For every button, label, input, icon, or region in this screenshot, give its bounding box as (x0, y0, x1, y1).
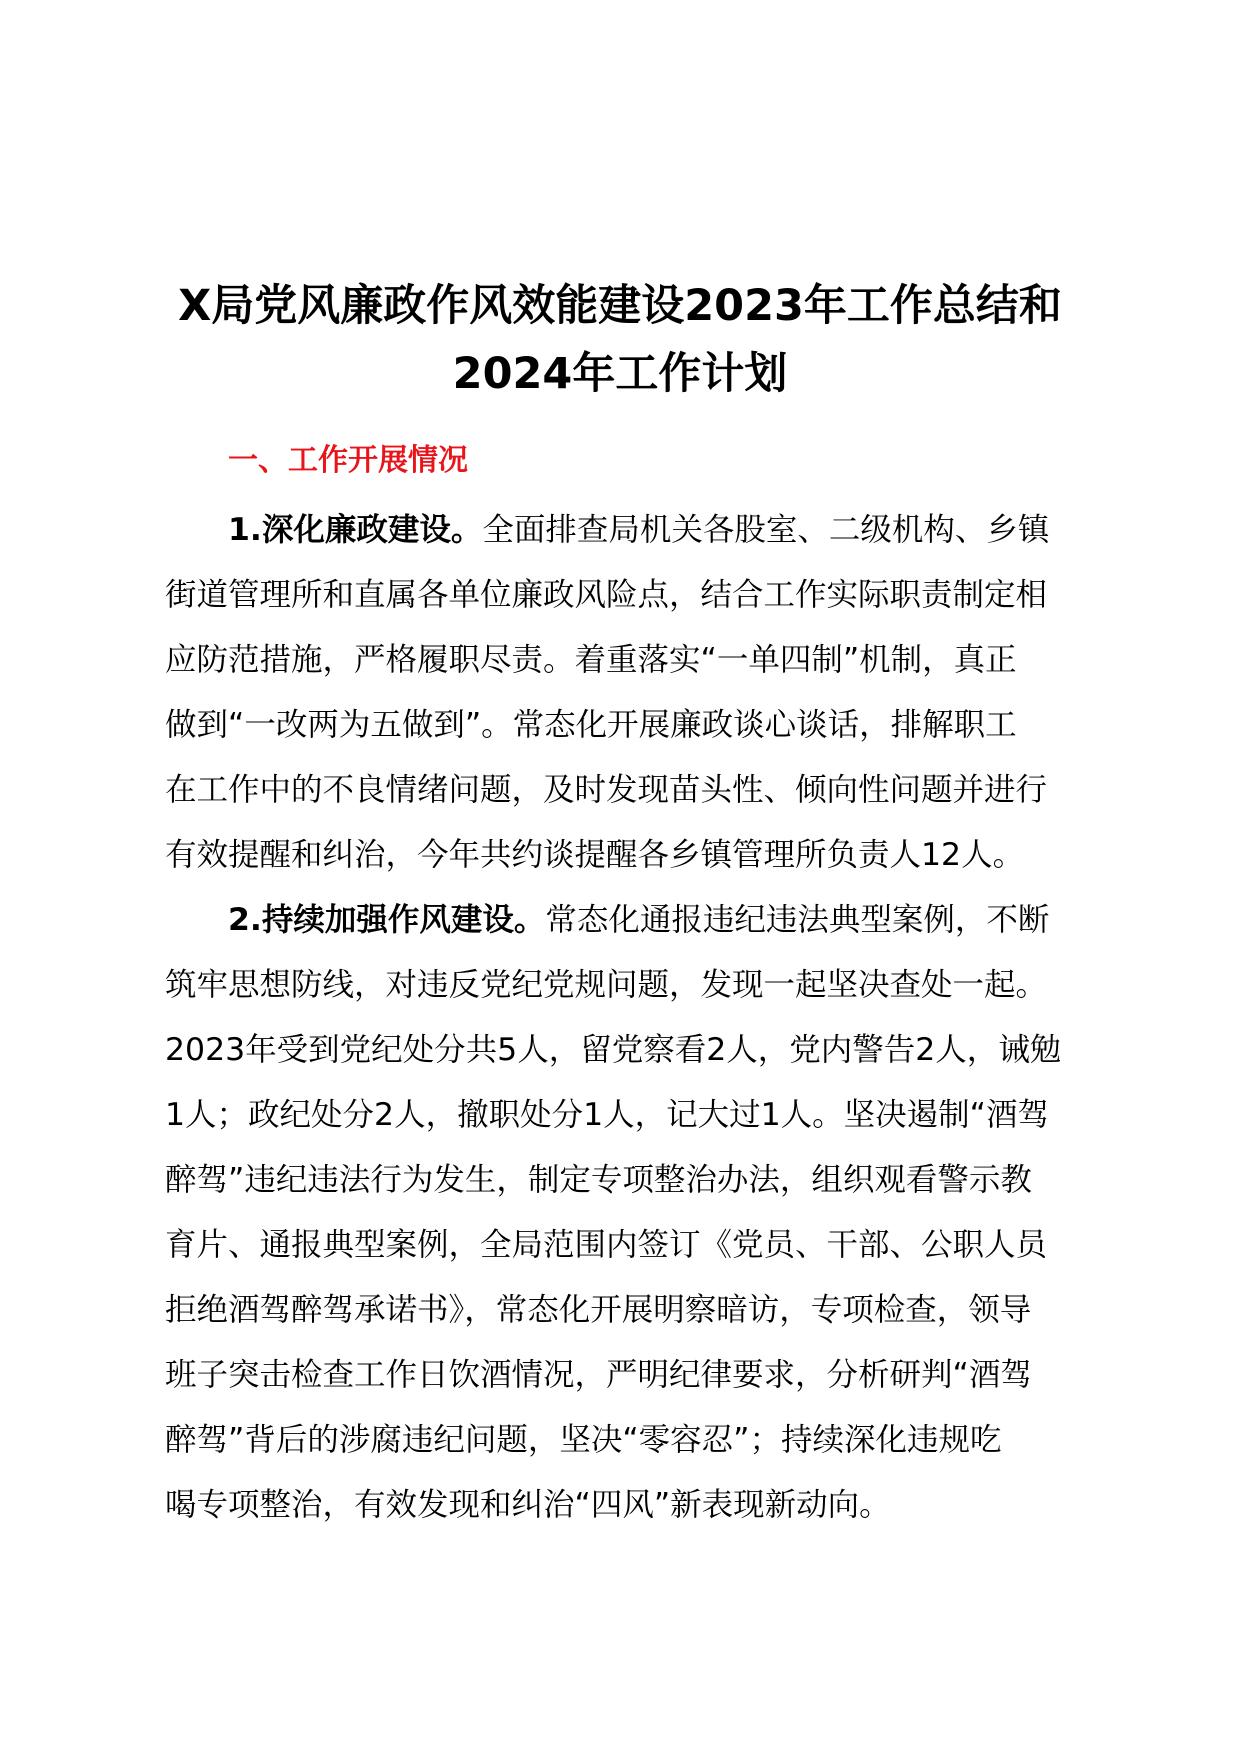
paragraph-line: 2023年受到党纪处分共5人，留党察看2人，党内警告2人，诫勉 (165, 1032, 1062, 1068)
paragraph-line: 街道管理所和直属各单位廉政风险点，结合工作实际职责制定相 (165, 577, 1048, 613)
paragraph-line: 筑牢思想防线，对违反党纪党规问题，发现一起坚决查处一起。 (165, 967, 1048, 1003)
paragraph-line: 在工作中的不良情绪问题，及时发现苗头性、倾向性问题并进行 (165, 772, 1048, 808)
paragraph-line: 醉驾”违纪违法行为发生，制定专项整治办法，组织观看警示教 (165, 1162, 1032, 1198)
paragraph-lead: 2.持续加强作风建设。 (228, 902, 546, 938)
paragraph-line (165, 498, 1105, 563)
paragraph-text: 全面排查局机关各股室、二级机构、乡镇 (482, 512, 1050, 548)
document-title (150, 272, 1090, 408)
title-line-2: 2024年工作计划 (452, 349, 788, 399)
paragraph-line: 醉驾”背后的涉腐违纪问题，坚决“零容忍”；持续深化违规吃 (165, 1422, 1002, 1458)
paragraph-line: 育片、通报典型案例，全局范围内签订《党员、干部、公职人员 (165, 1227, 1048, 1263)
paragraph-line: 1人；政纪处分2人，撤职处分1人，记大过1人。坚决遏制“酒驾 (165, 1097, 1049, 1133)
paragraph-1 (165, 498, 1105, 888)
section-heading: 一、工作开展情况 (228, 443, 468, 478)
paragraph-line: 应防范措施，严格履职尽责。着重落实“一单四制”机制，真正 (165, 642, 1017, 678)
document-body (165, 498, 1105, 1538)
paragraph-line: 有效提醒和纠治，今年共约谈提醒各乡镇管理所负责人12人。 (165, 837, 1025, 873)
paragraph-lead: 1.深化廉政建设。 (228, 512, 483, 548)
paragraph-text: 常态化通报违纪违法典型案例，不断 (545, 902, 1050, 938)
paragraph-line (165, 888, 1105, 953)
title-line-1: X局党风廉政作风效能建设2023年工作总结和 (178, 281, 1062, 331)
paragraph-line: 班子突击检查工作日饮酒情况，严明纪律要求，分析研判“酒驾 (165, 1357, 1032, 1393)
paragraph-line: 拒绝酒驾醉驾承诺书》，常态化开展明察暗访，专项检查，领导 (165, 1292, 1032, 1328)
paragraph-line: 做到“一改两为五做到”。常态化开展廉政谈心谈话，排解职工 (165, 707, 1017, 743)
paragraph-2 (165, 888, 1105, 1538)
paragraph-line: 喝专项整治，有效发现和纠治“四风”新表现新动向。 (165, 1487, 891, 1523)
